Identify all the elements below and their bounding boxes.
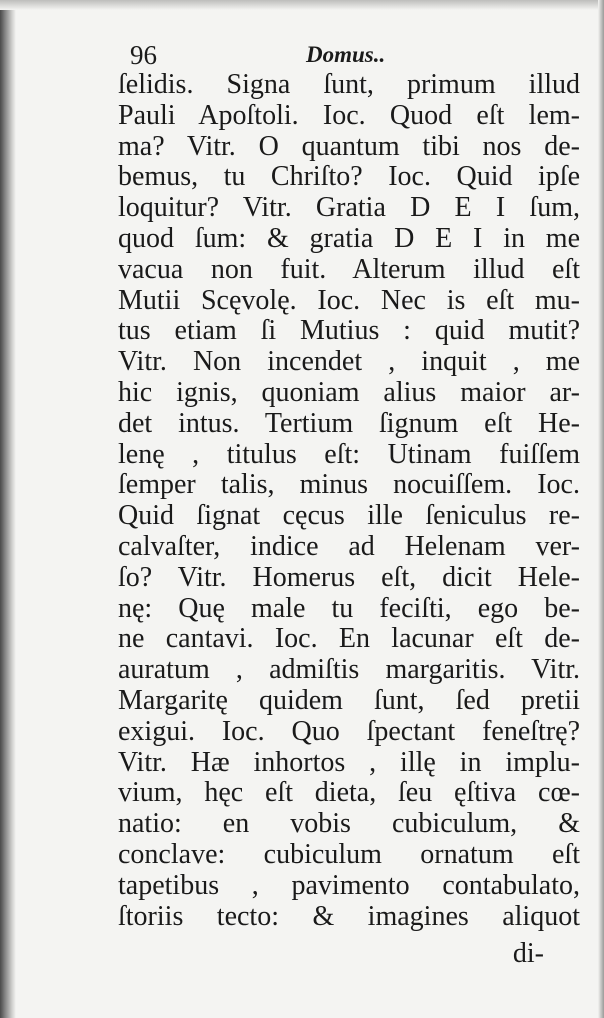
text-line: ſelidis. Signa ſunt, primum illud — [118, 69, 580, 100]
page-right-shadow — [598, 0, 604, 1018]
page-number: 96 — [130, 40, 157, 70]
text-line: quod ſum: & gratia D E I in me — [118, 222, 580, 254]
text-line: vacua non fuit. Alterum illud eſt — [118, 253, 580, 285]
page-header — [130, 40, 570, 72]
body-text — [118, 70, 580, 932]
page-top-shadow — [0, 0, 604, 10]
text-line: exigui. Ioc. Quo ſpectant feneſtrę? — [118, 715, 580, 747]
text-line: Margaritę quidem ſunt, ſed pretii — [118, 684, 580, 716]
text-line: conclave: cubiculum ornatum eſt — [118, 838, 580, 870]
text-line: Vitr. Hæ inhortos , illę in implu- — [118, 746, 580, 778]
text-line: Quid ſignat cęcus ille ſeniculus re- — [118, 500, 580, 532]
text-line: lenę , titulus eſt: Utinam fuiſſem — [118, 438, 580, 470]
running-head: Domus.. — [306, 42, 386, 67]
text-line: hic ignis, quoniam alius maior ar- — [118, 376, 580, 408]
page-binding-shadow — [0, 0, 16, 1018]
text-line: ne cantavi. Ioc. En lacunar eſt de- — [118, 623, 580, 655]
text-line: Mutii Scęvolę. Ioc. Nec is eſt mu- — [118, 284, 580, 316]
text-line: natio: en vobis cubiculum, & — [118, 808, 580, 840]
text-line: bemus, tu Chriſto? Ioc. Quid ipſe — [118, 161, 580, 193]
text-line: vium, hęc eſt dieta, ſeu ęſtiva cœ- — [118, 777, 580, 809]
text-line: auratum , admiſtis margaritis. Vitr. — [118, 654, 580, 686]
text-line: ſtoriis tecto: & imagines aliquot — [118, 900, 580, 932]
text-line: Pauli Apoſtoli. Ioc. Quod eſt lem- — [118, 99, 580, 131]
text-line: ma? Vitr. O quantum tibi nos de- — [118, 130, 580, 162]
text-line: nę: Quę male tu feciſti, ego be- — [118, 592, 580, 624]
text-line: ſemper talis, minus nocuiſſem. Ioc. — [118, 469, 580, 501]
text-line: tus etiam ſi Mutius : quid mutit? — [118, 315, 580, 347]
text-line: det intus. Tertium ſignum eſt He- — [118, 407, 580, 439]
text-line: ſo? Vitr. Homerus eſt, dicit Hele- — [118, 561, 580, 593]
catchword: di- — [512, 938, 544, 969]
text-line: loquitur? Vitr. Gratia D E I ſum, — [118, 192, 580, 224]
text-line: Vitr. Non incendet , inquit , me — [118, 346, 580, 378]
text-line: calvaſter, indice ad Helenam ver- — [118, 530, 580, 562]
text-line: tapetibus , pavimento contabulato, — [118, 869, 580, 901]
